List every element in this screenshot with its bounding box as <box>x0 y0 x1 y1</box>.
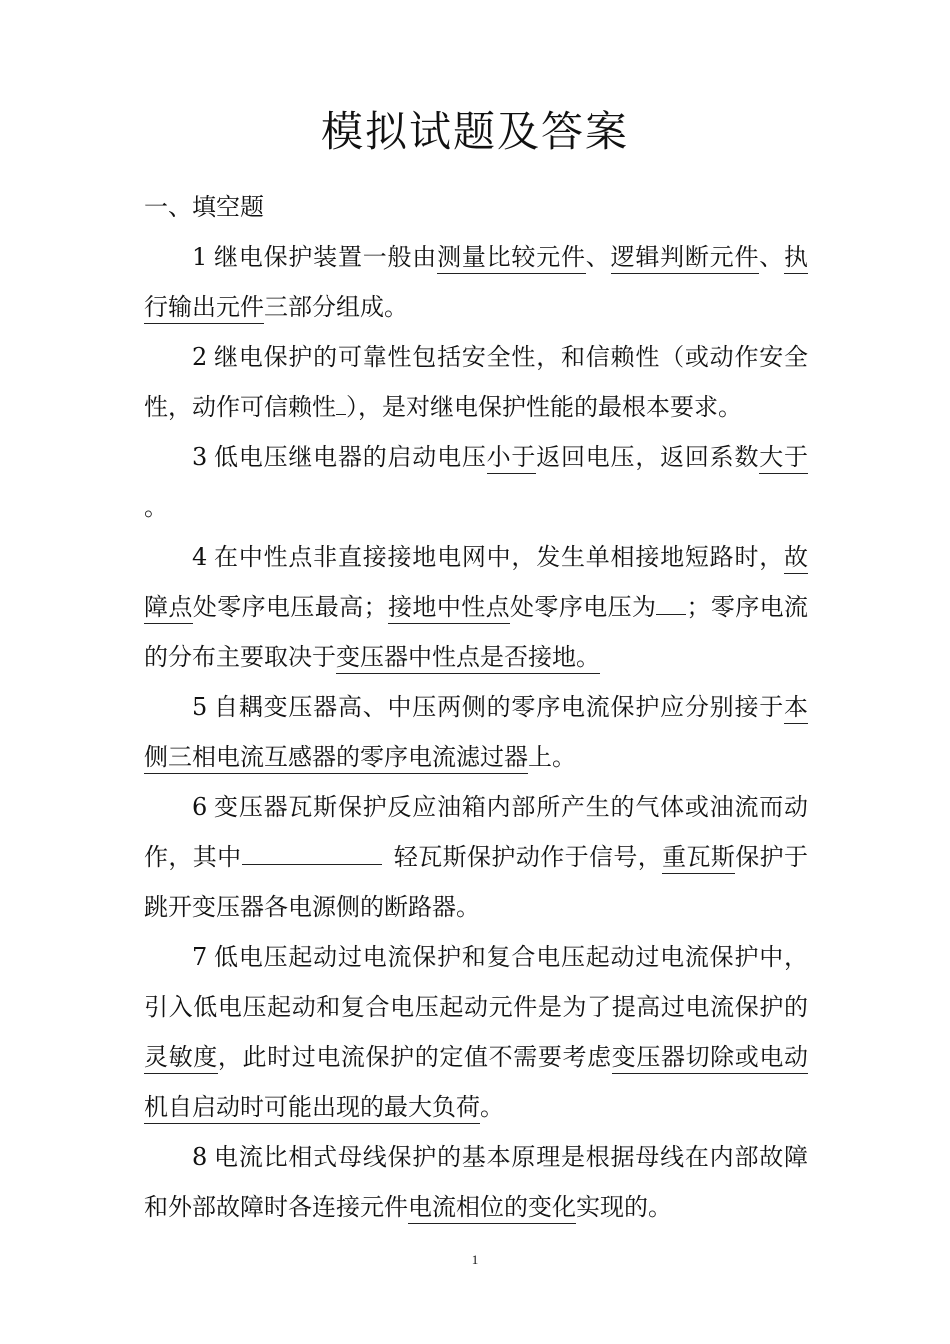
question-text: 保护于跳开变压器各电源侧的断路器。 <box>144 843 809 921</box>
question-text: 在中性点非直接接地电网中，发生单相接地短路时， <box>213 543 784 571</box>
question-2 <box>144 332 808 432</box>
question-number: 4 <box>192 543 208 571</box>
answer-fill: 变压器切除或电动机自启动时可能出现的最大负荷 <box>144 1043 808 1124</box>
question-number: 2 <box>192 343 208 371</box>
question-text: 实现的。 <box>576 1193 672 1221</box>
answer-fill: 变压器中性点是否接地。 <box>336 643 600 674</box>
answer-fill: 逻辑判断元件 <box>611 243 760 274</box>
question-1 <box>144 232 808 332</box>
answer-fill: 大于 <box>759 443 808 474</box>
page-number: 1 <box>471 1252 479 1267</box>
question-text: 上。 <box>528 743 576 771</box>
question-number: 8 <box>192 1143 208 1171</box>
question-text: ；零序电流的分布主要取决于 <box>144 593 809 671</box>
question-number: 7 <box>192 943 208 971</box>
answer-blank <box>336 414 346 415</box>
question-text: 处零序电压为 <box>510 593 657 621</box>
answer-fill: 小于 <box>487 443 537 474</box>
question-number: 3 <box>192 443 208 471</box>
answer-blank <box>242 864 382 865</box>
question-text: 继电保护的可靠性包括安全性，和信赖性（或动作安全性，动作可信赖性 <box>144 343 808 421</box>
answer-fill: 重瓦斯 <box>662 843 735 874</box>
question-3 <box>144 432 808 532</box>
document-title: 模拟试题及答案 <box>320 107 629 156</box>
question-7 <box>144 932 808 1132</box>
question-text: 自耦变压器高、中压两侧的零序电流保护应分别接于 <box>213 693 784 721</box>
question-text: 轻瓦斯保护动作于信号， <box>393 843 663 871</box>
answer-fill: 灵敏度 <box>144 1043 218 1074</box>
question-number: 1 <box>192 243 208 271</box>
question-text: 变压器瓦斯保护反应油箱内部所产生的气体或油流而动作，其中 <box>144 793 808 871</box>
section-heading: 一、填空题 <box>144 193 264 221</box>
question-text: 低电压继电器的启动电压 <box>213 443 487 471</box>
answer-blank <box>656 614 686 615</box>
question-text: 低电压起动过电流保护和复合电压起动过电流保护中，引入低电压起动和复合电压起动元件是为了提高过电流保护的 <box>144 943 808 1021</box>
question-text: 返回电压，返回系数 <box>536 443 760 471</box>
question-text: 继电保护装置一般由 <box>213 243 438 271</box>
question-4 <box>144 532 808 682</box>
question-8 <box>144 1132 808 1232</box>
question-text: ，此时过电流保护的定值不需要考虑 <box>217 1043 612 1071</box>
question-5 <box>144 682 808 782</box>
question-text: 。 <box>480 1093 504 1121</box>
document-body <box>144 182 808 1232</box>
answer-fill: 执行输出元件 <box>144 243 808 324</box>
question-text: 电流比相式母线保护的基本原理是根据母线在内部故障和外部故障时各连接元件 <box>144 1143 808 1221</box>
answer-fill: 故障点 <box>144 543 808 624</box>
question-text: 三部分组成。 <box>264 293 408 321</box>
question-text: 。 <box>144 493 168 521</box>
question-number: 5 <box>192 693 208 721</box>
question-text: 、 <box>759 243 785 271</box>
answer-fill: 电流相位的变化 <box>408 1193 576 1224</box>
question-text: ），是对继电保护性能的最根本要求。 <box>346 393 742 421</box>
question-text: 处零序电压最高； <box>192 593 388 621</box>
question-6 <box>144 782 808 932</box>
question-number: 6 <box>192 793 208 821</box>
question-text: 、 <box>585 243 611 271</box>
answer-fill: 本侧三相电流互感器的零序电流滤过器 <box>144 693 808 774</box>
answer-fill: 接地中性点 <box>388 593 510 624</box>
answer-fill: 测量比较元件 <box>437 243 586 274</box>
